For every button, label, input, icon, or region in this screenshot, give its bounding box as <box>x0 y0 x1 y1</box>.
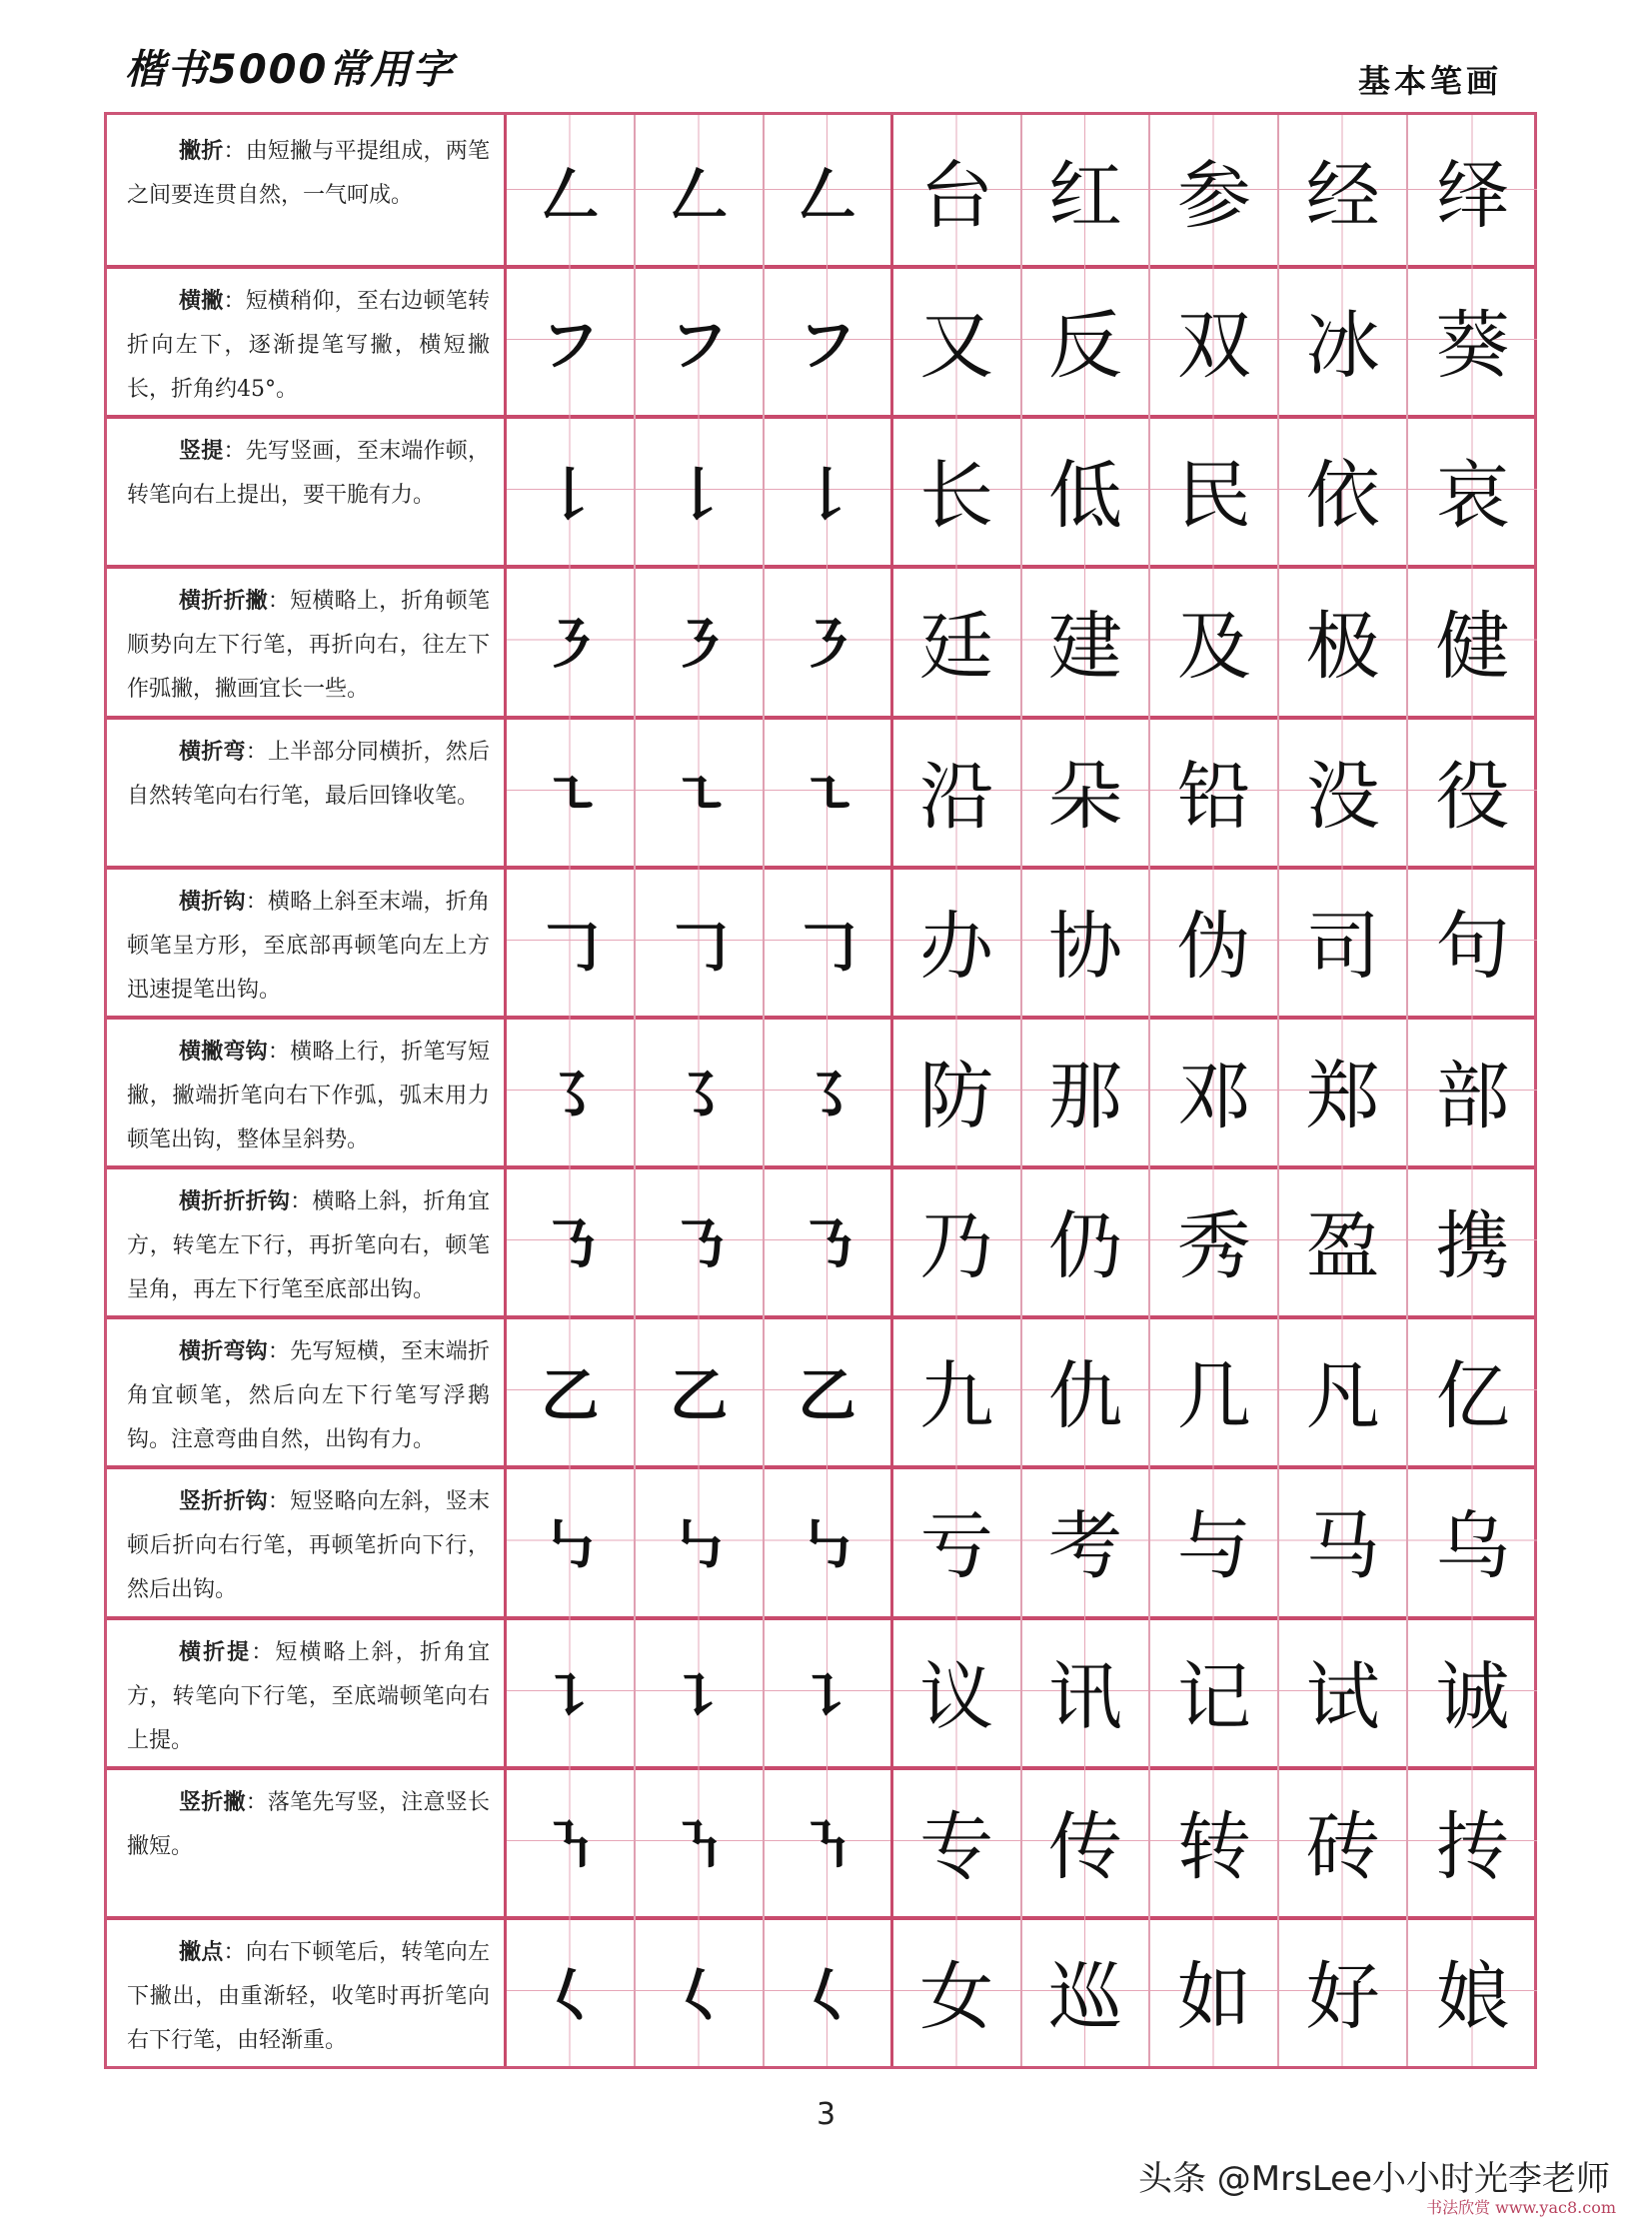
section-title: 基本笔画 <box>1357 62 1502 100</box>
example-char: 传 <box>1047 1803 1122 1890</box>
example-char: 长 <box>919 453 994 540</box>
example-char: 又 <box>919 303 994 390</box>
stroke-cell <box>765 415 893 565</box>
example-char-cell <box>1150 1465 1279 1615</box>
example-char: 办 <box>919 903 994 990</box>
stroke-row <box>107 716 1534 870</box>
stroke-glyph: 𠃋 <box>798 161 856 230</box>
stroke-row <box>107 1465 1534 1619</box>
stroke-explanation: ：横略上斜至末端，折角顿笔呈方形，至底部再顿笔向左上方迅速提笔出钩。 <box>127 889 490 1003</box>
example-char-cell <box>893 1916 1022 2066</box>
stroke-cell <box>636 1016 765 1165</box>
stroke-explanation: ：落笔先写竖，注意竖长撇短。 <box>127 1789 490 1859</box>
stroke-description <box>107 565 507 715</box>
example-char: 伪 <box>1176 903 1251 990</box>
example-char-cell <box>1022 1016 1151 1165</box>
stroke-cell <box>765 1916 893 2066</box>
example-char-cell <box>1022 1766 1151 1916</box>
example-char-cell <box>893 415 1022 565</box>
example-char: 部 <box>1435 1053 1510 1139</box>
stroke-row <box>107 1616 1534 1770</box>
example-char: 议 <box>919 1653 994 1740</box>
stroke-glyph: ㇍ <box>798 761 856 830</box>
stroke-glyph: ㇋ <box>798 611 856 680</box>
example-char-cell <box>1150 1616 1279 1766</box>
stroke-glyph: フ <box>798 311 856 380</box>
example-char-cell <box>1408 265 1537 415</box>
stroke-glyph: ㇊ <box>541 1661 600 1730</box>
example-char-cell <box>1150 1916 1279 2066</box>
example-char: 协 <box>1047 903 1122 990</box>
example-char-cell <box>1150 565 1279 715</box>
stroke-cell <box>765 716 893 866</box>
example-char-cell <box>1022 1465 1151 1615</box>
practice-cells <box>507 866 1534 1016</box>
stroke-cell <box>507 415 636 565</box>
stroke-explanation: ：向右下顿笔后，转笔向左下撇出，由重渐轻，收笔时再折笔向右下行笔，由轻渐重。 <box>127 1939 490 2053</box>
stroke-glyph: フ <box>670 311 729 380</box>
stroke-cell <box>636 1616 765 1766</box>
stroke-cell <box>636 115 765 265</box>
stroke-cell <box>765 115 893 265</box>
example-char: 民 <box>1176 453 1251 540</box>
example-char-cell <box>1408 1016 1537 1165</box>
example-char: 仇 <box>1047 1353 1122 1440</box>
stroke-cell <box>765 565 893 715</box>
stroke-cell <box>765 1016 893 1165</box>
example-char-cell <box>1279 1616 1408 1766</box>
stroke-term: 竖折折钩 <box>179 1488 268 1515</box>
example-char: 九 <box>919 1353 994 1440</box>
example-char-cell <box>1408 1165 1537 1315</box>
example-char-cell <box>893 565 1022 715</box>
example-char: 经 <box>1305 153 1380 240</box>
example-char: 朵 <box>1047 753 1122 840</box>
example-char: 好 <box>1305 1953 1380 2040</box>
example-char-cell <box>893 265 1022 415</box>
example-char: 健 <box>1435 603 1510 690</box>
stroke-cell <box>507 1916 636 2066</box>
example-char-cell <box>893 716 1022 866</box>
stroke-explanation: ：短横略上，折角顿笔顺势向左下行笔，再折向右，往左下作弧撇，撇画宜长一些。 <box>127 589 490 703</box>
example-char: 娘 <box>1435 1953 1510 2040</box>
example-char-cell <box>1279 1016 1408 1165</box>
stroke-cell <box>507 115 636 265</box>
stroke-cell <box>507 1016 636 1165</box>
stroke-cell <box>636 265 765 415</box>
practice-cells <box>507 716 1534 866</box>
example-char-cell <box>1150 265 1279 415</box>
stroke-cell <box>507 716 636 866</box>
example-char-cell <box>1279 1916 1408 2066</box>
stroke-description <box>107 1315 507 1465</box>
example-char: 防 <box>919 1053 994 1139</box>
example-char: 女 <box>919 1953 994 2040</box>
example-char: 抟 <box>1435 1803 1510 1890</box>
practice-cells <box>507 265 1534 415</box>
example-char-cell <box>1408 1616 1537 1766</box>
stroke-row <box>107 415 1534 569</box>
stroke-row <box>107 1916 1534 2066</box>
practice-cells <box>507 1315 1534 1465</box>
stroke-cell <box>636 565 765 715</box>
stroke-glyph: 乙 <box>798 1361 856 1430</box>
example-char: 携 <box>1435 1203 1510 1290</box>
example-char: 沿 <box>919 753 994 840</box>
example-char-cell <box>1150 1315 1279 1465</box>
stroke-glyph: ㇉ <box>798 1511 856 1580</box>
stroke-glyph: 𠃌 <box>670 911 729 980</box>
stroke-explanation: ：先写竖画，至末端作顿，转笔向右上提出，要干脆有力。 <box>127 439 490 509</box>
stroke-row <box>107 1165 1534 1319</box>
stroke-explanation: ：由短撇与平提组成，两笔之间要连贯自然，一气呵成。 <box>127 139 490 208</box>
stroke-glyph: 𠄌 <box>798 461 856 530</box>
example-char-cell <box>893 1465 1022 1615</box>
stroke-description <box>107 1766 507 1916</box>
example-char: 反 <box>1047 303 1122 390</box>
stroke-cell <box>636 1165 765 1315</box>
stroke-glyph: 𠃌 <box>541 911 600 980</box>
stroke-glyph: 𡿨 <box>798 1961 856 2030</box>
example-char-cell <box>1022 1165 1151 1315</box>
example-char: 绎 <box>1435 153 1510 240</box>
stroke-glyph: ㇍ <box>541 761 600 830</box>
example-char-cell <box>1408 1766 1537 1916</box>
stroke-row <box>107 565 1534 719</box>
example-char: 哀 <box>1435 453 1510 540</box>
example-char: 那 <box>1047 1053 1122 1139</box>
practice-cells <box>507 565 1534 715</box>
example-char: 铅 <box>1176 753 1251 840</box>
stroke-row <box>107 115 1534 269</box>
stroke-cell <box>765 1766 893 1916</box>
practice-cells <box>507 1016 1534 1165</box>
stroke-cell <box>507 866 636 1016</box>
stroke-explanation: ：短竖略向左斜，竖末顿后折向右行笔，再顿笔折向下行，然后出钩。 <box>127 1489 490 1603</box>
stroke-description <box>107 1916 507 2066</box>
stroke-cell <box>765 265 893 415</box>
example-char: 试 <box>1305 1653 1380 1740</box>
practice-cells <box>507 415 1534 565</box>
stroke-term: 横撇 <box>179 288 224 315</box>
stroke-cell <box>507 1465 636 1615</box>
example-char-cell <box>1022 565 1151 715</box>
example-char: 极 <box>1305 603 1380 690</box>
example-char: 依 <box>1305 453 1380 540</box>
practice-cells <box>507 115 1534 265</box>
stroke-term: 竖折撇 <box>179 1788 246 1815</box>
stroke-explanation: ：短横稍仰，至右边顿笔转折向左下，逐渐提笔写撇，横短撇长，折角约45°。 <box>127 289 490 403</box>
stroke-term: 横折折撇 <box>179 588 268 615</box>
example-char-cell <box>1408 1315 1537 1465</box>
example-char-cell <box>893 1616 1022 1766</box>
stroke-cell <box>507 1315 636 1465</box>
example-char: 盈 <box>1305 1203 1380 1290</box>
example-char-cell <box>1150 866 1279 1016</box>
stroke-cell <box>636 866 765 1016</box>
stroke-glyph: 乙 <box>541 1361 600 1430</box>
example-char-cell <box>1279 716 1408 866</box>
example-char: 双 <box>1176 303 1251 390</box>
example-char: 及 <box>1176 603 1251 690</box>
example-char-cell <box>1279 1766 1408 1916</box>
example-char-cell <box>1279 415 1408 565</box>
stroke-glyph: 𡿨 <box>670 1961 729 2030</box>
watermark: 头条 @MrsLee小小时光李老师 <box>1137 2159 1610 2199</box>
example-char-cell <box>1150 1165 1279 1315</box>
example-char-cell <box>893 115 1022 265</box>
practice-sheet <box>104 112 1537 2069</box>
stroke-glyph: 𡿨 <box>541 1961 600 2030</box>
stroke-cell <box>507 1766 636 1916</box>
stroke-glyph: ㇎ <box>670 1811 729 1880</box>
stroke-cell <box>507 1616 636 1766</box>
stroke-description <box>107 866 507 1016</box>
example-char-cell <box>1408 866 1537 1016</box>
stroke-glyph: 𠃋 <box>670 161 729 230</box>
stroke-term: 横折弯钩 <box>179 1338 268 1365</box>
example-char: 低 <box>1047 453 1122 540</box>
stroke-glyph: ㇡ <box>670 1211 729 1280</box>
stroke-description <box>107 1616 507 1766</box>
example-char: 仍 <box>1047 1203 1122 1290</box>
stroke-term: 横撇弯钩 <box>179 1038 268 1065</box>
stroke-glyph: ㇌ <box>670 1061 729 1129</box>
stroke-description <box>107 115 507 265</box>
stroke-glyph: ㇌ <box>541 1061 600 1129</box>
book-title: 楷书5000常用字 <box>125 47 455 93</box>
stroke-glyph: 𠄌 <box>541 461 600 530</box>
example-char: 马 <box>1305 1503 1380 1590</box>
stroke-term: 撇点 <box>179 1938 224 1965</box>
stroke-cell <box>507 565 636 715</box>
example-char-cell <box>1279 115 1408 265</box>
practice-cells <box>507 1916 1534 2066</box>
example-char-cell <box>1150 1016 1279 1165</box>
example-char: 葵 <box>1435 303 1510 390</box>
example-char: 冰 <box>1305 303 1380 390</box>
example-char-cell <box>1408 415 1537 565</box>
stroke-cell <box>765 1465 893 1615</box>
stroke-cell <box>507 265 636 415</box>
practice-cells <box>507 1465 1534 1615</box>
stroke-glyph: フ <box>541 311 600 380</box>
example-char: 专 <box>919 1803 994 1890</box>
stroke-explanation: ：先写短横，至末端折角宜顿笔，然后向左下行笔写浮鹅钩。注意弯曲自然，出钩有力。 <box>127 1339 490 1453</box>
stroke-row <box>107 265 1534 419</box>
stroke-glyph: ㇌ <box>798 1061 856 1129</box>
stroke-cell <box>636 1315 765 1465</box>
example-char: 郑 <box>1305 1053 1380 1139</box>
example-char: 台 <box>919 153 994 240</box>
example-char: 几 <box>1176 1353 1251 1440</box>
stroke-description <box>107 1465 507 1615</box>
example-char-cell <box>1279 565 1408 715</box>
example-char-cell <box>1279 1465 1408 1615</box>
stroke-cell <box>765 1616 893 1766</box>
example-char: 与 <box>1176 1503 1251 1590</box>
stroke-glyph: ㇡ <box>541 1211 600 1280</box>
stroke-term: 竖提 <box>179 438 224 465</box>
stroke-glyph: 乙 <box>670 1361 729 1430</box>
practice-cells <box>507 1616 1534 1766</box>
example-char-cell <box>893 1766 1022 1916</box>
example-char-cell <box>1150 415 1279 565</box>
stroke-description <box>107 1016 507 1165</box>
example-char-cell <box>893 1315 1022 1465</box>
example-char-cell <box>1022 265 1151 415</box>
stroke-cell <box>765 1315 893 1465</box>
stroke-cell <box>765 1165 893 1315</box>
example-char-cell <box>1279 1165 1408 1315</box>
stroke-description <box>107 1165 507 1315</box>
stroke-glyph: ㇉ <box>670 1511 729 1580</box>
example-char-cell <box>893 1016 1022 1165</box>
example-char: 廷 <box>919 603 994 690</box>
practice-cells <box>507 1165 1534 1315</box>
stroke-explanation: ：短横略上斜，折角宜方，转笔向下行笔，至底端顿笔向右上提。 <box>127 1639 490 1753</box>
example-char: 红 <box>1047 153 1122 240</box>
example-char: 司 <box>1305 903 1380 990</box>
example-char-cell <box>1022 115 1151 265</box>
example-char: 亏 <box>919 1503 994 1590</box>
stroke-glyph: ㇎ <box>541 1811 600 1880</box>
example-char: 役 <box>1435 753 1510 840</box>
example-char-cell <box>1408 1465 1537 1615</box>
stroke-explanation: ：横略上斜，折角宜方，转笔左下行，再折笔向右，顿笔呈角，再左下行笔至底部出钩。 <box>127 1189 490 1303</box>
stroke-term: 横折钩 <box>179 888 246 915</box>
example-char: 巡 <box>1047 1953 1122 2040</box>
stroke-description <box>107 716 507 866</box>
stroke-glyph: ㇋ <box>541 611 600 680</box>
practice-cells <box>507 1766 1534 1916</box>
stroke-row <box>107 1766 1534 1920</box>
stroke-cell <box>636 1916 765 2066</box>
example-char: 句 <box>1435 903 1510 990</box>
example-char-cell <box>1022 415 1151 565</box>
example-char: 没 <box>1305 753 1380 840</box>
example-char-cell <box>1150 716 1279 866</box>
example-char: 讯 <box>1047 1653 1122 1740</box>
stroke-explanation: ：横略上行，折笔写短撇，撇端折笔向右下作弧，弧末用力顿笔出钩，整体呈斜势。 <box>127 1039 490 1152</box>
stroke-explanation: ：上半部分同横折，然后自然转笔向右行笔，最后回锋收笔。 <box>127 739 490 809</box>
example-char-cell <box>1150 115 1279 265</box>
example-char: 参 <box>1176 153 1251 240</box>
stroke-term: 横折提 <box>179 1638 252 1665</box>
example-char-cell <box>1022 866 1151 1016</box>
stroke-glyph: 𠄌 <box>670 461 729 530</box>
example-char-cell <box>1022 1616 1151 1766</box>
page-number: 3 <box>816 2097 836 2132</box>
example-char: 建 <box>1047 603 1122 690</box>
stroke-glyph: ㇉ <box>541 1511 600 1580</box>
stroke-cell <box>636 716 765 866</box>
example-char: 秀 <box>1176 1203 1251 1290</box>
stroke-glyph: ㇊ <box>670 1661 729 1730</box>
example-char-cell <box>1408 115 1537 265</box>
stroke-term: 横折折折钩 <box>179 1188 291 1215</box>
stroke-glyph: ㇊ <box>798 1661 856 1730</box>
example-char-cell <box>1279 1315 1408 1465</box>
example-char-cell <box>1408 565 1537 715</box>
example-char-cell <box>1408 716 1537 866</box>
example-char-cell <box>1022 716 1151 866</box>
example-char-cell <box>893 866 1022 1016</box>
example-char-cell <box>1279 265 1408 415</box>
stroke-glyph: ㇍ <box>670 761 729 830</box>
stroke-cell <box>765 866 893 1016</box>
example-char: 亿 <box>1435 1353 1510 1440</box>
example-char-cell <box>1279 866 1408 1016</box>
example-char-cell <box>1022 1916 1151 2066</box>
example-char-cell <box>1408 1916 1537 2066</box>
stroke-glyph: ㇋ <box>670 611 729 680</box>
example-char-cell <box>893 1165 1022 1315</box>
example-char: 邓 <box>1176 1053 1251 1139</box>
stroke-row <box>107 1315 1534 1469</box>
example-char: 砖 <box>1305 1803 1380 1890</box>
stroke-cell <box>636 1766 765 1916</box>
example-char-cell <box>1150 1766 1279 1916</box>
example-char: 凡 <box>1305 1353 1380 1440</box>
stroke-glyph: 𠃋 <box>541 161 600 230</box>
stroke-description <box>107 265 507 415</box>
example-char-cell <box>1022 1315 1151 1465</box>
stroke-glyph: 𠃌 <box>798 911 856 980</box>
example-char: 考 <box>1047 1503 1122 1590</box>
example-char: 乌 <box>1435 1503 1510 1590</box>
stroke-row <box>107 866 1534 1020</box>
stroke-cell <box>507 1165 636 1315</box>
example-char: 转 <box>1176 1803 1251 1890</box>
stroke-glyph: ㇡ <box>798 1211 856 1280</box>
stroke-term: 撇折 <box>179 138 224 164</box>
example-char: 记 <box>1176 1653 1251 1740</box>
stroke-row <box>107 1016 1534 1169</box>
example-char: 如 <box>1176 1953 1251 2040</box>
stroke-glyph: ㇎ <box>798 1811 856 1880</box>
example-char: 乃 <box>919 1203 994 1290</box>
stroke-term: 横折弯 <box>179 738 246 765</box>
site-credit: 书法欣赏 www.yac8.com <box>1426 2198 1616 2217</box>
stroke-cell <box>636 1465 765 1615</box>
example-char: 诚 <box>1435 1653 1510 1740</box>
stroke-description <box>107 415 507 565</box>
stroke-cell <box>636 415 765 565</box>
